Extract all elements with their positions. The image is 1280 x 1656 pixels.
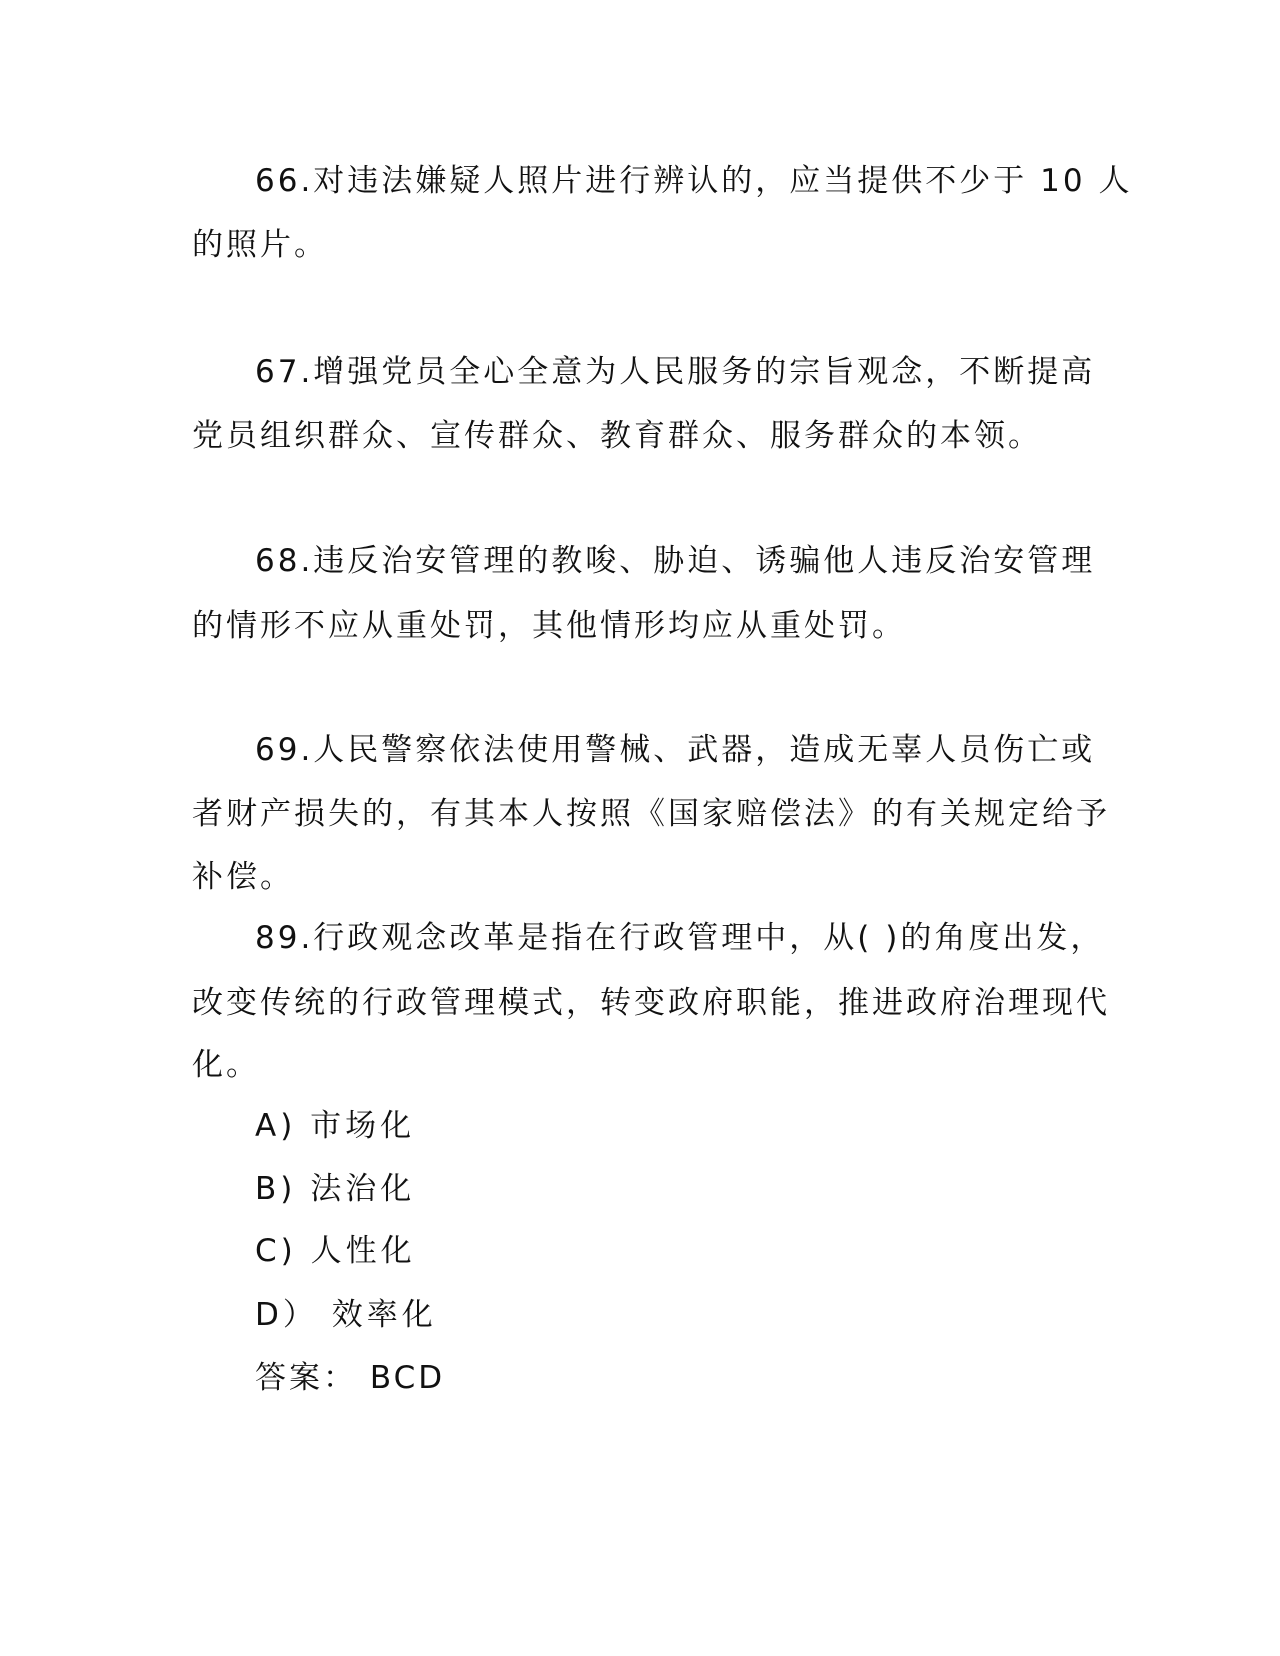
option-d: D） 效率化 xyxy=(255,1297,437,1333)
option-a: A) 市场化 xyxy=(255,1108,416,1144)
question-69-line-1: 69.人民警察依法使用警械、武器，造成无辜人员伤亡或 xyxy=(255,732,1096,768)
question-69-line-2: 者财产损失的，有其本人按照《国家赔偿法》的有关规定给予 xyxy=(192,796,1110,832)
option-b: B) 法治化 xyxy=(255,1171,416,1207)
option-c: C) 人性化 xyxy=(255,1233,416,1269)
answer-line: 答案： BCD xyxy=(255,1360,446,1396)
question-89-line-3: 化。 xyxy=(192,1047,260,1083)
question-68-line-1: 68.违反治安管理的教唆、胁迫、诱骗他人违反治安管理 xyxy=(255,543,1096,579)
question-89-line-1: 89.行政观念改革是指在行政管理中，从( )的角度出发， xyxy=(255,920,1105,956)
question-89-line-2: 改变传统的行政管理模式，转变政府职能，推进政府治理现代 xyxy=(192,985,1110,1021)
question-69-line-3: 补偿。 xyxy=(192,859,294,895)
question-66-line-1: 66.对违法嫌疑人照片进行辨认的，应当提供不少于 10 人 xyxy=(255,163,1133,199)
question-66-line-2: 的照片。 xyxy=(192,227,328,263)
question-67-line-1: 67.增强党员全心全意为人民服务的宗旨观念，不断提高 xyxy=(255,354,1096,390)
question-67-line-2: 党员组织群众、宣传群众、教育群众、服务群众的本领。 xyxy=(192,418,1042,454)
question-68-line-2: 的情形不应从重处罚，其他情形均应从重处罚。 xyxy=(192,608,906,644)
